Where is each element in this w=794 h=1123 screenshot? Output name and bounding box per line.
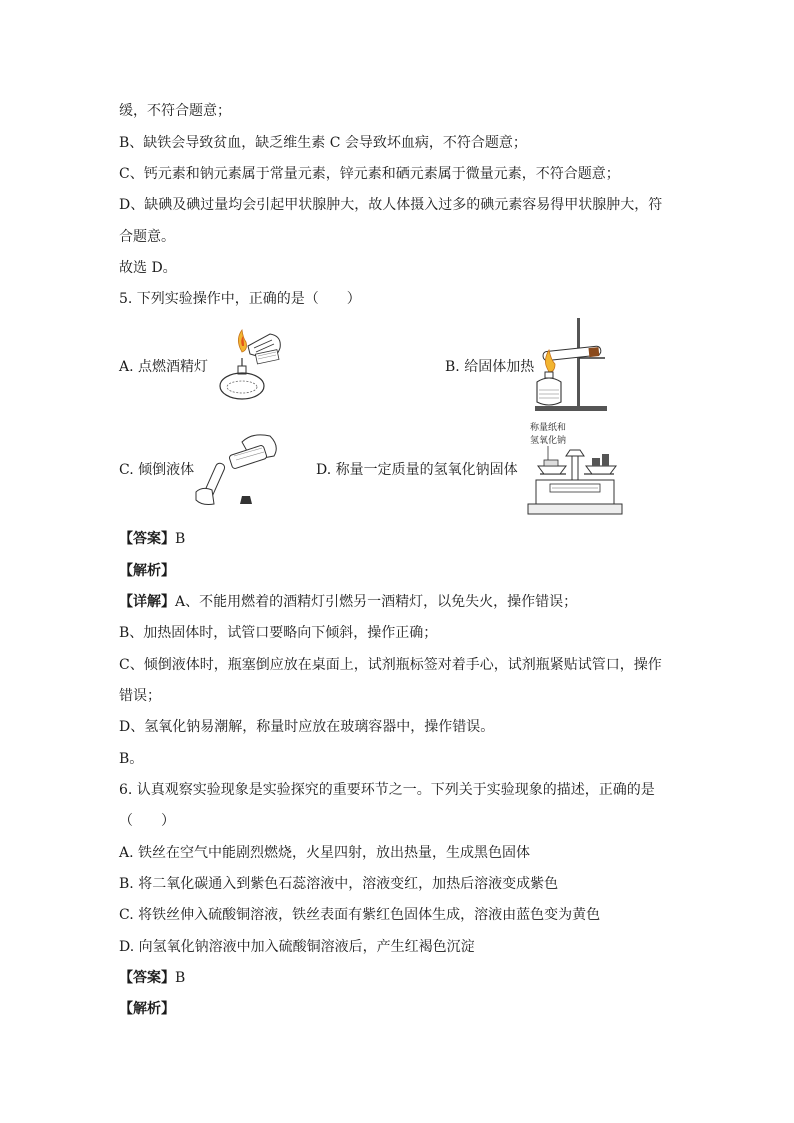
figure-caption-line2: 氢氧化钠 xyxy=(530,436,567,446)
lighting-lamp-figure xyxy=(210,326,290,404)
answer-label: 【答案】 xyxy=(119,970,175,986)
answer-label: 【答案】 xyxy=(119,531,175,547)
q6-stem-line-1: 6. 认真观察实验现象是实验探究的重要环节之一。下列关于实验现象的描述，正确的是 xyxy=(119,782,655,798)
q5-detail-line-6: B。 xyxy=(119,751,144,767)
heating-solid-figure xyxy=(533,316,615,414)
q4-line-1: 缓，不符合题意； xyxy=(119,103,231,119)
pouring-liquid-figure xyxy=(192,430,284,508)
q5-option-a: A. 点燃酒精灯 xyxy=(119,359,209,375)
q5-detail-line-5: D、氢氧化钠易潮解，称量时应放在玻璃容器中，操作错误。 xyxy=(119,719,495,735)
q4-line-3: C、钙元素和钠元素属于常量元素，锌元素和硒元素属于微量元素，不符合题意； xyxy=(119,166,620,182)
q4-line-2: B、缺铁会导致贫血，缺乏维生素 C 会导致坏血病，不符合题意； xyxy=(119,135,527,151)
q5-detail-line-2: B、加热固体时，试管口要略向下倾斜，操作正确； xyxy=(119,625,438,641)
detail-text: A、不能用燃着的酒精灯引燃另一酒精灯，以免失火，操作错误； xyxy=(175,594,578,610)
q4-line-6: 故选 D。 xyxy=(119,260,177,276)
q5-detail-line-1 xyxy=(119,592,577,612)
q5-answer xyxy=(119,529,185,549)
q4-line-4: D、缺碘及碘过量均会引起甲状腺肿大，故人体摄入过多的碘元素容易得甲状腺肿大，符 xyxy=(119,197,663,213)
q5-option-b: B. 给固体加热 xyxy=(445,359,535,375)
q5-stem: 5. 下列实验操作中，正确的是（ ） xyxy=(119,291,361,307)
q4-line-5: 合题意。 xyxy=(119,229,175,245)
q6-option-d: D. 向氢氧化钠溶液中加入硫酸铜溶液后，产生红褐色沉淀 xyxy=(119,939,475,955)
q6-option-c: C. 将铁丝伸入硫酸铜溶液，铁丝表面有紫红色固体生成，溶液由蓝色变为黄色 xyxy=(119,907,601,923)
balance-scale-figure xyxy=(520,418,628,518)
figure-caption-line1: 称量纸和 xyxy=(530,423,567,433)
q6-option-a: A. 铁丝在空气中能剧烈燃烧，火星四射，放出热量，生成黑色固体 xyxy=(119,845,531,861)
q6-stem-line-2: （ ） xyxy=(119,813,175,829)
q5-analysis-label: 【解析】 xyxy=(119,563,175,579)
detail-label: 【详解】 xyxy=(119,594,175,610)
q5-option-c: C. 倾倒液体 xyxy=(119,462,195,478)
answer-value: B xyxy=(175,531,186,547)
q5-detail-line-3: C、倾倒液体时，瓶塞倒应放在桌面上，试剂瓶标签对着手心，试剂瓶紧贴试管口，操作 xyxy=(119,657,662,673)
answer-value: B xyxy=(175,970,186,986)
q6-option-b: B. 将二氧化碳通入到紫色石蕊溶液中，溶液变红，加热后溶液变成紫色 xyxy=(119,876,559,892)
q5-detail-line-4: 错误； xyxy=(119,688,161,704)
q5-option-d: D. 称量一定质量的氢氧化钠固体 xyxy=(316,462,518,478)
q6-analysis-label: 【解析】 xyxy=(119,1001,175,1017)
q6-answer xyxy=(119,968,185,988)
